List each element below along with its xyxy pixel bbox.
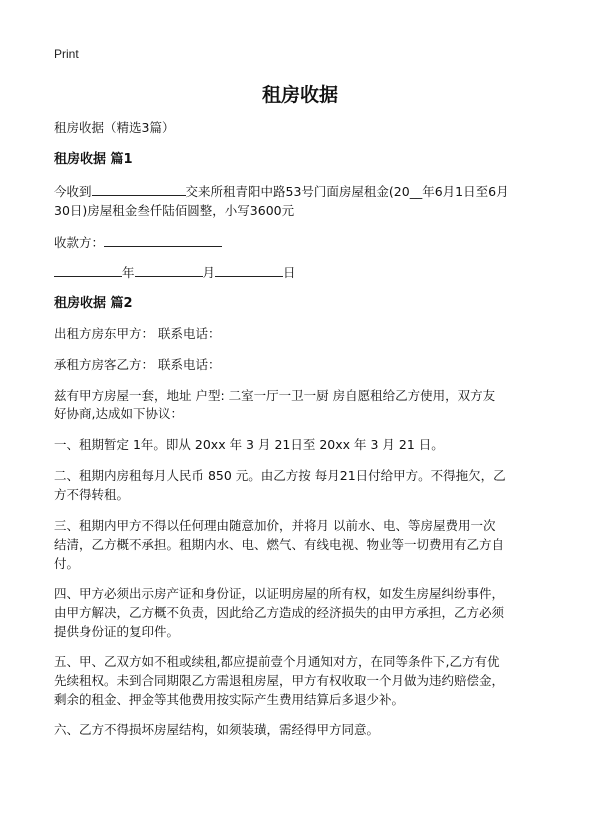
day-label: 日 — [283, 265, 296, 280]
clause-5-line-3: 剩余的租金、押金等其他费用按实际产生费用结算后多退少补。 — [54, 692, 405, 707]
clause-3-line-1: 三、租期内甲方不得以任何理由随意加价，并将月 以前水、电、等房屋费用一次 — [54, 518, 496, 533]
clause-1: 一、租期暂定 1年。即从 20xx 年 3 月 21日至 20xx 年 3 月 21 日。 — [54, 437, 444, 452]
clause-2-line-1: 二、租期内房租每月人民币 850 元。由乙方按 每月21日付给甲方。不得拖欠，乙 — [54, 468, 506, 483]
year-blank — [54, 262, 122, 277]
clause-4-line-3: 提供身份证的复印件。 — [54, 624, 180, 639]
received-prefix: 今收到 — [54, 184, 92, 199]
payee-line — [54, 232, 554, 253]
month-label: 月 — [202, 265, 216, 280]
payee-blank — [104, 232, 222, 247]
lessor-line: 出租方房东甲方： 联系电话： — [54, 326, 221, 341]
month-blank — [135, 262, 203, 277]
clause-5-line-1: 五、甲、乙双方如不租或续租,都应提前壹个月通知对方，在同等条件下,乙方有优 — [54, 654, 500, 669]
payer-blank — [92, 181, 186, 196]
payee-label: 收款方： — [54, 235, 105, 250]
clause-4-line-2: 由甲方解决，乙方概不负责，因此给乙方造成的经济损失的由甲方承担，乙方必须 — [54, 605, 505, 620]
clause-3-line-2: 结清，乙方概不承担。租期内水、电、燃气、有线电视、物业等一切费用有乙方自 — [54, 537, 505, 552]
page-title: 租房收据 — [261, 84, 338, 106]
date-line — [54, 262, 554, 283]
received-line-1 — [54, 181, 554, 202]
print-label[interactable]: Print — [54, 47, 79, 61]
clause-6: 六、乙方不得损坏房屋结构，如须装璜，需经得甲方同意。 — [54, 722, 380, 737]
clause-2-line-2: 方不得转租。 — [54, 487, 130, 502]
section-1-heading: 租房收据 篇1 — [54, 152, 133, 167]
clause-5-line-2: 先续租权。未到合同期限乙方需退租房屋，甲方有权收取一个月做为违约赔偿金， — [54, 673, 505, 688]
document-subtitle: 租房收据（精选3篇） — [54, 120, 175, 135]
day-blank — [215, 262, 283, 277]
section-2-heading: 租房收据 篇2 — [54, 296, 133, 311]
clause-3-line-3: 付。 — [54, 556, 80, 571]
lessee-line: 承租方房客乙方： 联系电话： — [54, 357, 221, 372]
received-line-2: 30日)房屋租金叁仟陆佰圆整，小写3600元 — [54, 203, 295, 218]
clause-4-line-1: 四、甲方必须出示房产证和身份证，以证明房屋的所有权，如发生房屋纠纷事件， — [54, 586, 505, 601]
year-label: 年 — [122, 265, 135, 280]
received-line-1-rest: 交来所租青阳中路53号门面房屋租金(20__年6月1日至6月 — [185, 184, 509, 199]
intro-line-1: 兹有甲方房屋一套，地址 户型: 二室一厅一卫一厨 房自愿租给乙方使用，双方友 — [54, 388, 496, 403]
intro-line-2: 好协商,达成如下协议： — [54, 406, 183, 421]
